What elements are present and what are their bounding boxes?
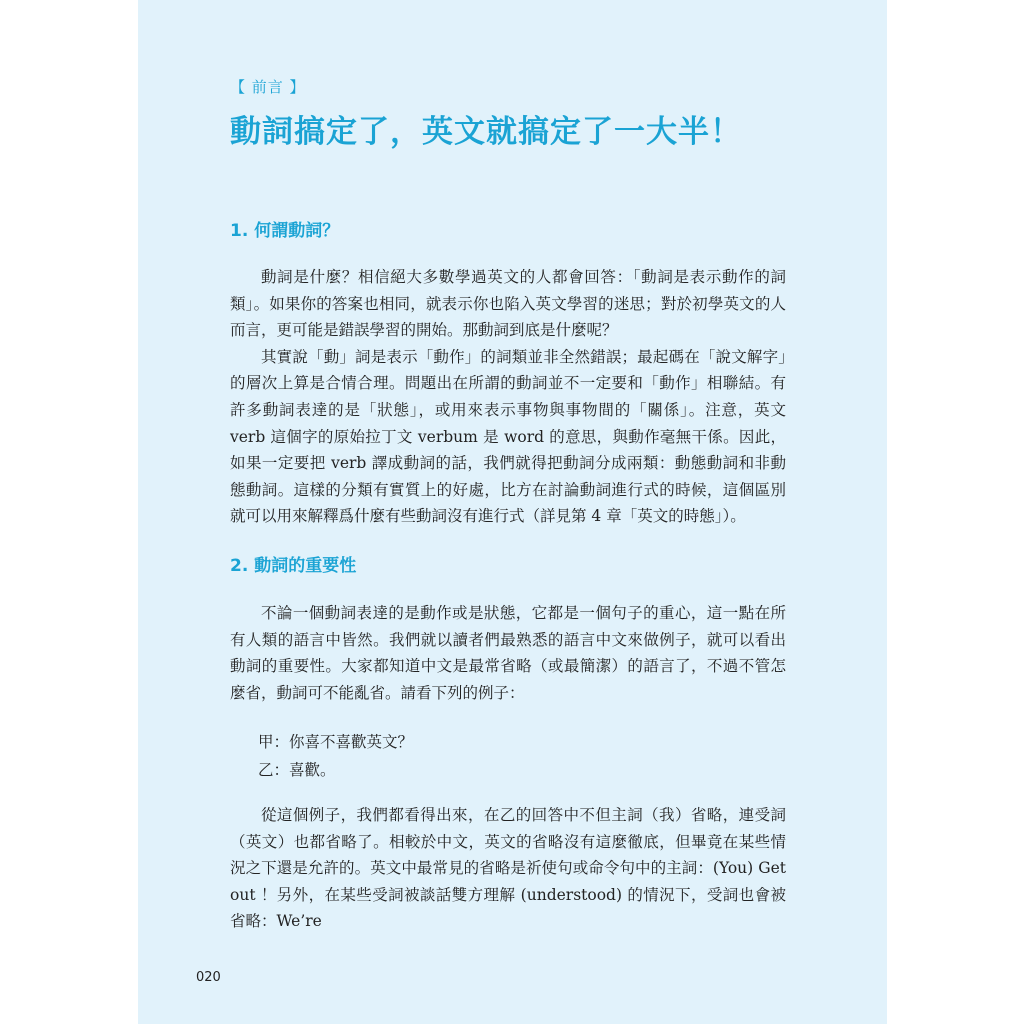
page-title: 動詞搞定了，英文就搞定了一大半！ bbox=[230, 114, 742, 150]
section-1-body bbox=[230, 264, 786, 530]
paragraph: 其實說「動」詞是表示「動作」的詞類並非全然錯誤；最起碼在「說文解字」的層次上算是合情合理。問題出在所謂的動詞並不一定要和「動作」相聯結。有許多動詞表達的是「狀態」，或用來表示事物與事物間的「關係」。注意，英文 verb 這個字的原始拉丁文 verbum 是 word 的意思，與動作毫無干係。因此，如果一定要把 verb 譯成動詞的話，我們就得把動詞分成兩類：動態動詞和非動態動詞。這樣的分類有實質上的好處，比方在討論動詞進行式的時候，這個區別就可以用來解釋爲什麼有些動詞沒有進行式（詳見第 4 章「英文的時態」）。 bbox=[230, 347, 786, 526]
page-number: 020 bbox=[196, 970, 221, 985]
dialog-line: 乙：喜歡。 bbox=[258, 761, 336, 779]
paragraph: 從這個例子，我們都看得出來，在乙的回答中不但主詞（我）省略，連受詞（英文）也都省略了。相較於中文，英文的省略沒有這麼徹底，但畢竟在某些情況之下還是允許的。英文中最常見的省略是祈使句或命令句中的主詞：(You) Get out ！另外，在某些受詞被談話雙方理解 (understood) 的情況下，受詞也會被省略：We’re bbox=[230, 806, 786, 931]
section-2-heading: 2. 動詞的重要性 bbox=[230, 556, 357, 576]
example-dialog bbox=[258, 728, 413, 784]
section-2-body-continued bbox=[230, 802, 786, 935]
section-2-body bbox=[230, 600, 786, 706]
section-1-heading: 1. 何謂動詞？ bbox=[230, 221, 340, 241]
dialog-line: 甲：你喜不喜歡英文？ bbox=[258, 733, 414, 751]
book-page bbox=[138, 0, 887, 1024]
paragraph: 不論一個動詞表達的是動作或是狀態，它都是一個句子的重心，這一點在所有人類的語言中皆然。我們就以讀者們最熟悉的語言中文來做例子，就可以看出動詞的重要性。大家都知道中文是最常省略（或最簡潔）的語言了，不過不管怎麼省，動詞可不能亂省。請看下列的例子： bbox=[230, 604, 786, 702]
section-tag: 【 前言 】 bbox=[230, 78, 306, 96]
paragraph: 動詞是什麼？相信絕大多數學過英文的人都會回答：「動詞是表示動作的詞類」。如果你的答案也相同，就表示你也陷入英文學習的迷思；對於初學英文的人而言，更可能是錯誤學習的開始。那動詞到底是什麼呢？ bbox=[230, 268, 786, 340]
